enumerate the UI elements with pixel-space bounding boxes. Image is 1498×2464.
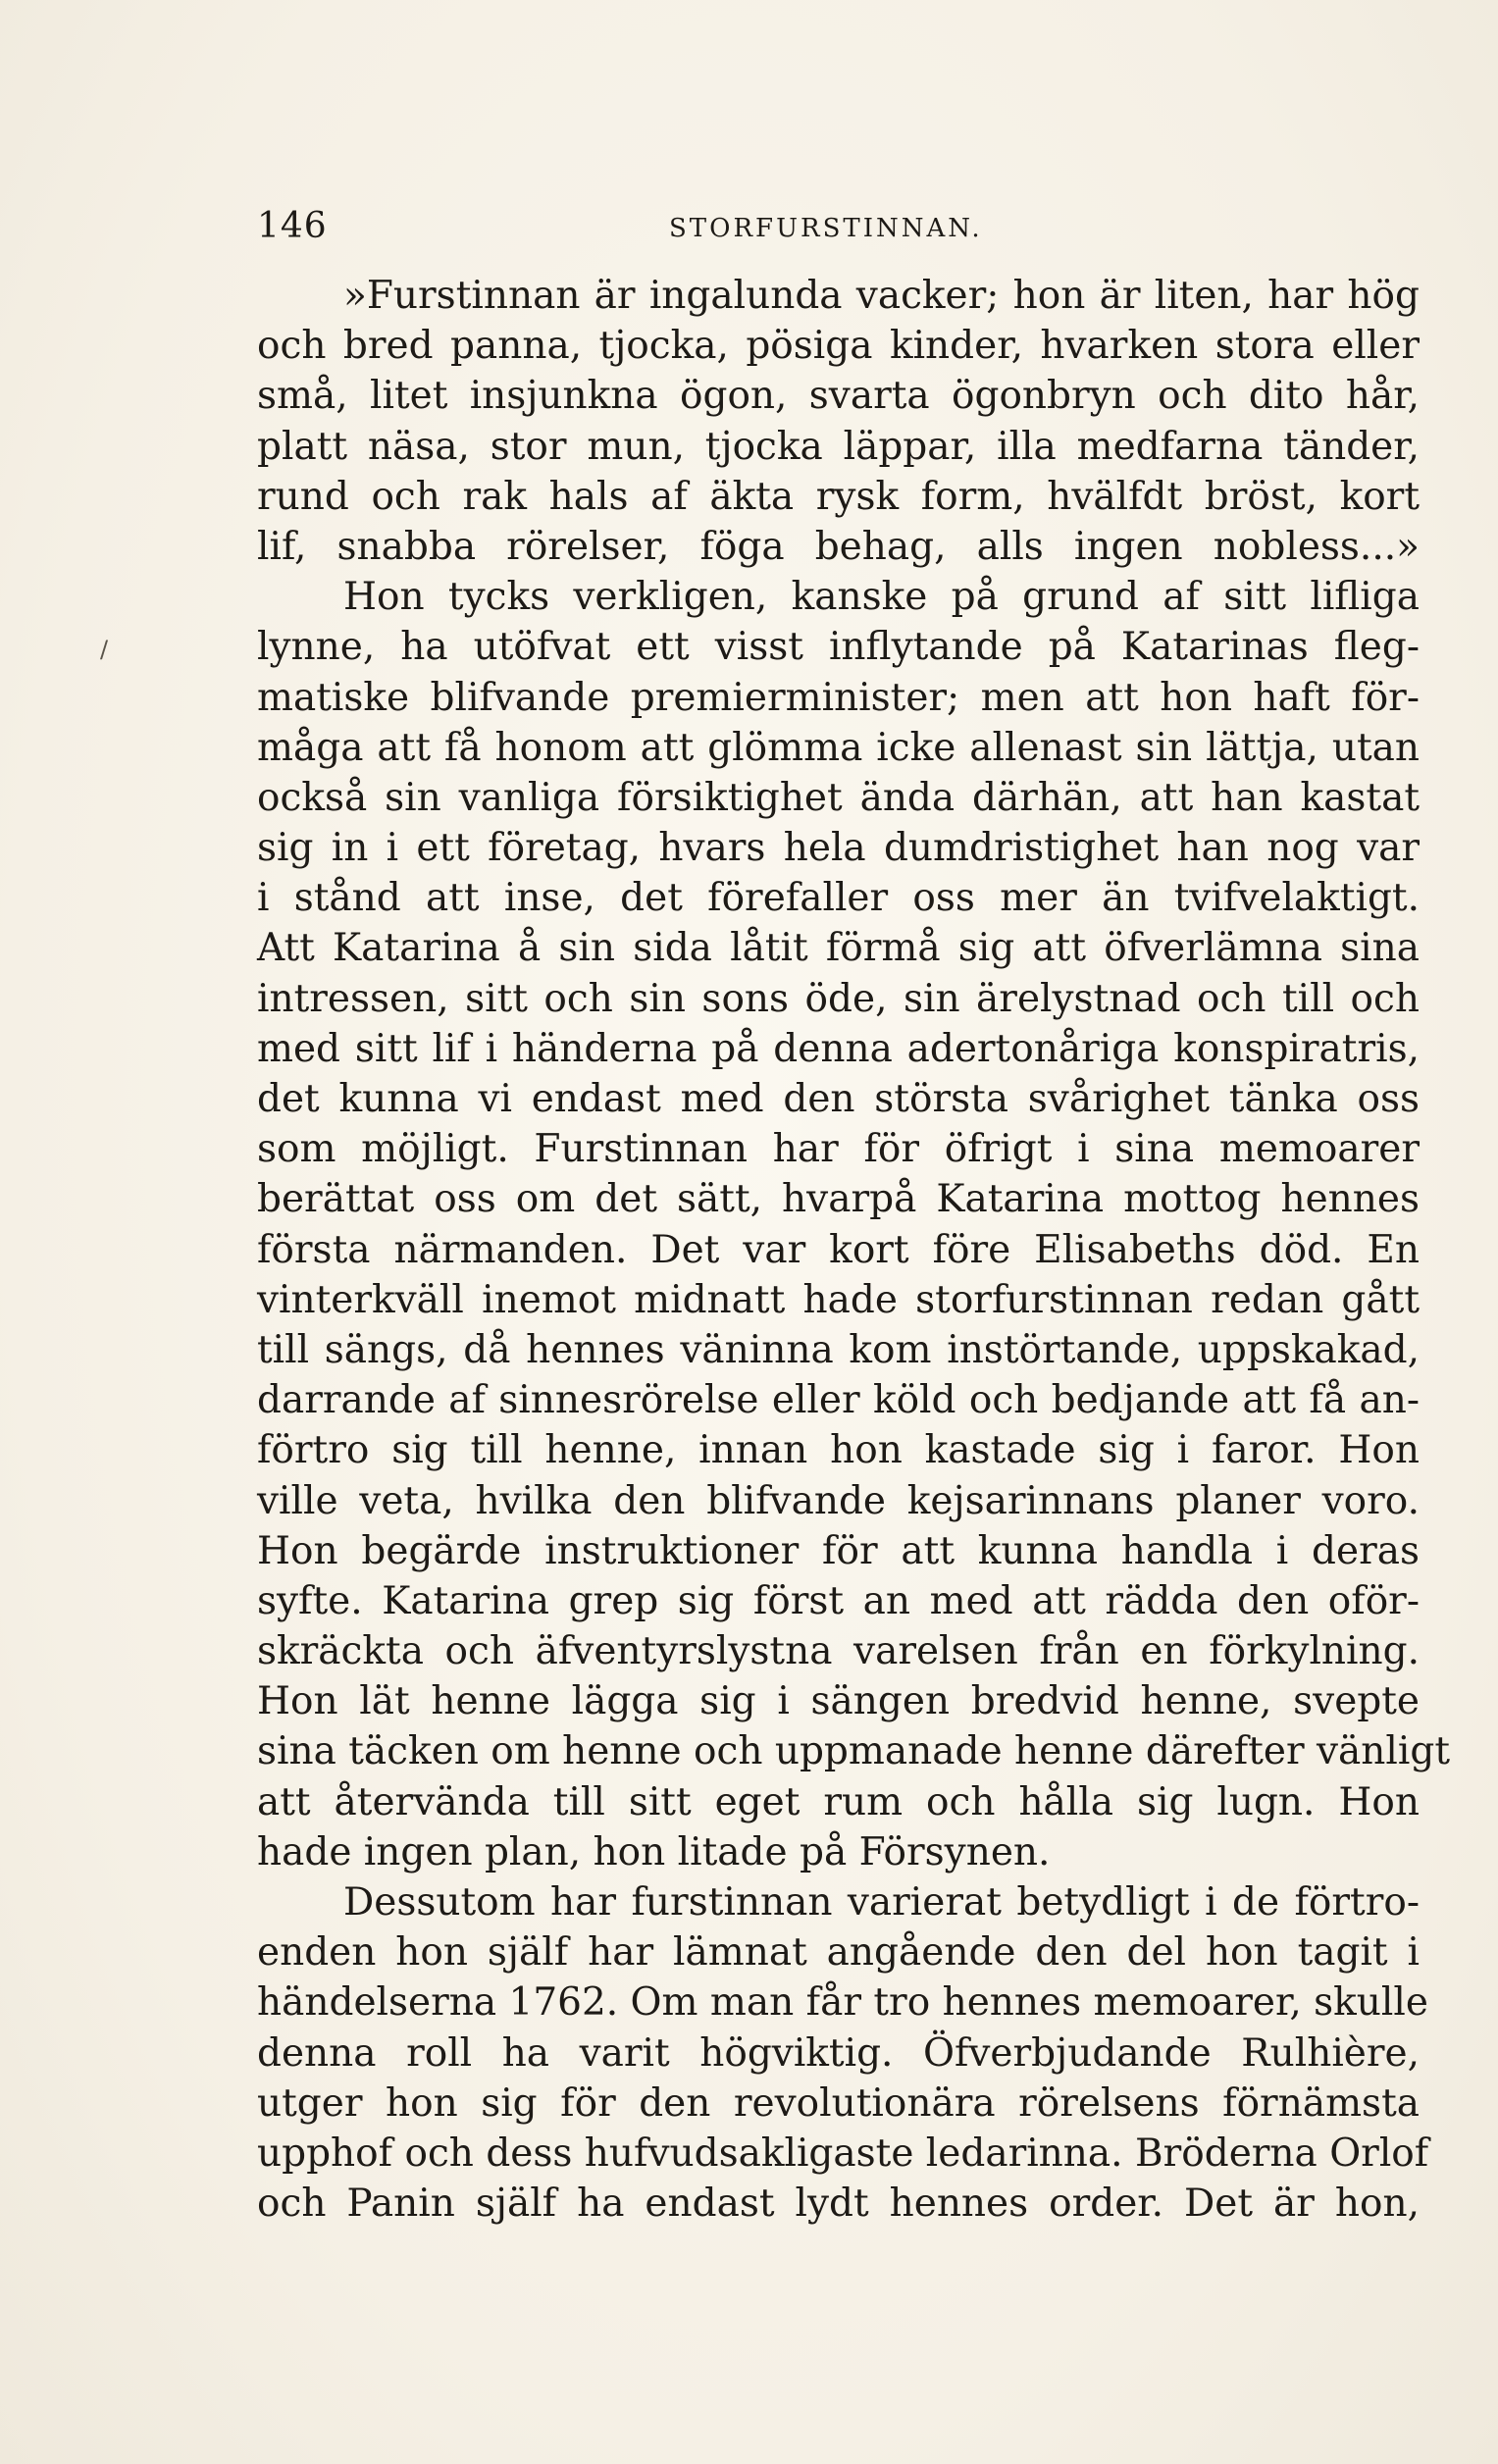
text-line: också sin vanliga försiktighet ända därhän, att han kastat: [257, 775, 1420, 820]
text-line: måga att få honom att glömma icke allenast sin lättja, utan: [257, 725, 1420, 770]
margin-pencil-mark: /: [100, 636, 109, 663]
text-line: lif, snabba rörelser, föga behag, alls ingen nobless...»: [257, 524, 1420, 569]
text-line: syfte. Katarina grep sig först an med att rädda den oför-: [257, 1578, 1420, 1623]
text-line: och bred panna, tjocka, pösiga kinder, hvarken stora eller: [257, 324, 1420, 369]
text-line: Hon lät henne lägga sig i sängen bredvid henne, svepte: [257, 1679, 1420, 1724]
text-line: skräckta och äfventyrslystna varelsen från en förkylning.: [257, 1629, 1420, 1674]
text-line: Hon tycks verkligen, kanske på grund af sitt lifliga: [343, 575, 1420, 620]
text-line: till sängs, då hennes väninna kom instörtande, uppskakad,: [257, 1327, 1420, 1372]
text-line: hade ingen plan, hon litade på Försynen.: [257, 1829, 1051, 1874]
text-line: platt näsa, stor mun, tjocka läppar, illa medfarna tänder,: [257, 424, 1420, 469]
running-head: STORFURSTINNAN.: [669, 214, 983, 243]
body-text: [257, 271, 1451, 2229]
page-number: 146: [257, 206, 328, 246]
text-line: upphof och dess hufvudsakligaste ledarinna. Bröderna Orlof: [257, 2130, 1429, 2176]
text-line: förtro sig till henne, innan hon kastade sig i faror. Hon: [257, 1428, 1420, 1473]
text-line: att återvända till sitt eget rum och hålla sig lugn. Hon: [257, 1779, 1420, 1824]
text-line: första närmanden. Det var kort före Elisabeths död. En: [257, 1227, 1420, 1272]
text-line: denna roll ha varit högviktig. Öfverbjudande Rulhière,: [257, 2030, 1420, 2076]
text-line: »Furstinnan är ingalunda vacker; hon är liten, har hög: [343, 274, 1420, 318]
text-line: Dessutom har furstinnan varierat betydligt i de förtro-: [343, 1880, 1420, 1925]
text-line: sina täcken om henne och uppmanade henne därefter vänligt: [257, 1729, 1451, 1774]
text-line: i stånd att inse, det förefaller oss mer än tvifvelaktigt.: [257, 876, 1420, 921]
text-line: vinterkväll inemot midnatt hade storfurstinnan redan gått: [257, 1277, 1420, 1322]
text-line: och Panin själf ha endast lydt hennes order. Det är hon,: [257, 2182, 1420, 2227]
text-line: små, litet insjunkna ögon, svarta ögonbryn och dito hår,: [257, 374, 1420, 419]
text-line: enden hon själf har lämnat angående den del hon tagit i: [257, 1930, 1420, 1976]
text-line: sig in i ett företag, hvars hela dumdristighet han nog var: [257, 826, 1420, 871]
text-line: Hon begärde instruktioner för att kunna handla i deras: [257, 1528, 1420, 1573]
text-line: lynne, ha utöfvat ett visst inflytande på Katarinas fleg-: [257, 625, 1420, 670]
text-line: darrande af sinnesrörelse eller köld och bedjande att få an-: [257, 1378, 1420, 1423]
text-line: matiske blifvande premierminister; men att hon haft för-: [257, 675, 1420, 720]
text-line: intressen, sitt och sin sons öde, sin ärelystnad och till och: [257, 976, 1420, 1021]
text-line: ville veta, hvilka den blifvande kejsarinnans planer voro.: [257, 1478, 1420, 1523]
text-line: berättat oss om det sätt, hvarpå Katarina mottog hennes: [257, 1177, 1420, 1222]
text-line: det kunna vi endast med den största svårighet tänka oss: [257, 1077, 1420, 1121]
text-line: rund och rak hals af äkta rysk form, hvälfdt bröst, kort: [257, 474, 1420, 519]
text-line: som möjligt. Furstinnan har för öfrigt i sina memoarer: [257, 1127, 1420, 1172]
page-header: [257, 201, 1405, 252]
text-line: utger hon sig för den revolutionära rörelsens förnämsta: [257, 2080, 1420, 2126]
text-line: händelserna 1762. Om man får tro hennes memoarer, skulle: [257, 1980, 1428, 2026]
text-line: med sitt lif i händerna på denna adertonåriga konspiratris,: [257, 1026, 1420, 1071]
text-line: Att Katarina å sin sida låtit förmå sig att öfverlämna sina: [257, 926, 1420, 971]
